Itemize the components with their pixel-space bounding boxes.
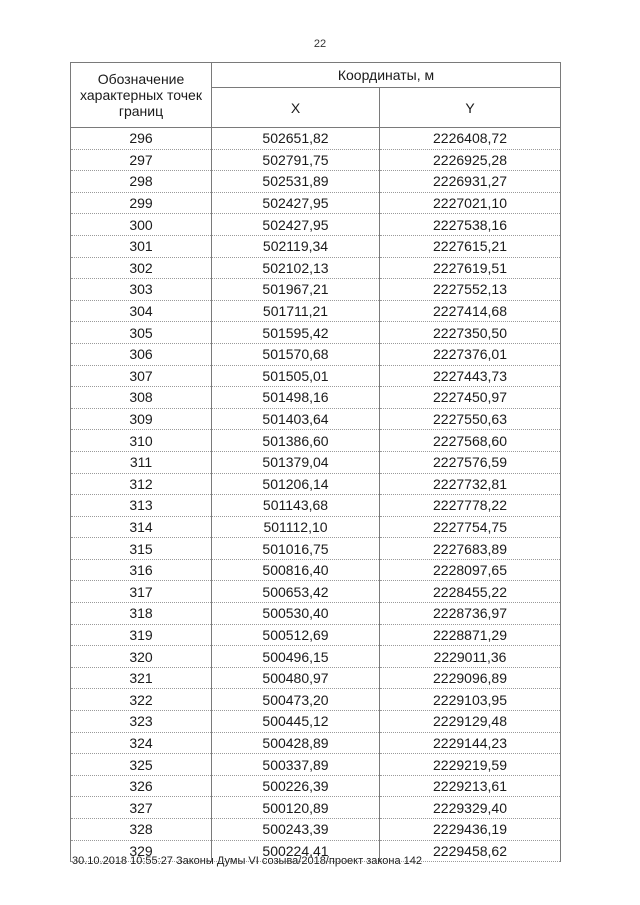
x-coordinate-cell: 500224,41 — [212, 840, 380, 862]
table-row — [71, 754, 561, 776]
x-coordinate-cell: 500243,39 — [212, 819, 380, 841]
header-coordinates: Координаты, м — [212, 63, 561, 88]
x-coordinate-cell: 501570,68 — [212, 343, 380, 365]
x-coordinate-cell: 502102,13 — [212, 257, 380, 279]
x-coordinate-cell: 502791,75 — [212, 149, 380, 171]
point-number-cell: 303 — [71, 279, 212, 301]
header-x: X — [212, 88, 380, 128]
point-number-cell: 302 — [71, 257, 212, 279]
table-row — [71, 581, 561, 603]
x-coordinate-cell: 500445,12 — [212, 711, 380, 733]
point-number-cell: 316 — [71, 559, 212, 581]
x-coordinate-cell: 500653,42 — [212, 581, 380, 603]
table-row — [71, 387, 561, 409]
table-row — [71, 192, 561, 214]
table-row — [71, 732, 561, 754]
y-coordinate-cell: 2227732,81 — [380, 473, 561, 495]
y-coordinate-cell: 2227683,89 — [380, 538, 561, 560]
table-row — [71, 451, 561, 473]
x-coordinate-cell: 500512,69 — [212, 624, 380, 646]
y-coordinate-cell: 2227538,16 — [380, 214, 561, 236]
x-coordinate-cell: 500120,89 — [212, 797, 380, 819]
y-coordinate-cell: 2228097,65 — [380, 559, 561, 581]
y-coordinate-cell: 2226925,28 — [380, 149, 561, 171]
y-coordinate-cell: 2227021,10 — [380, 192, 561, 214]
point-number-cell: 308 — [71, 387, 212, 409]
point-number-cell: 301 — [71, 235, 212, 257]
y-coordinate-cell: 2227552,13 — [380, 279, 561, 301]
table-row — [71, 646, 561, 668]
table-row — [71, 257, 561, 279]
x-coordinate-cell: 501112,10 — [212, 516, 380, 538]
table-row — [71, 300, 561, 322]
x-coordinate-cell: 501379,04 — [212, 451, 380, 473]
y-coordinate-cell: 2229213,61 — [380, 775, 561, 797]
x-coordinate-cell: 500530,40 — [212, 603, 380, 625]
y-coordinate-cell: 2227615,21 — [380, 235, 561, 257]
table-row — [71, 235, 561, 257]
point-number-cell: 299 — [71, 192, 212, 214]
table-row — [71, 538, 561, 560]
y-coordinate-cell: 2227754,75 — [380, 516, 561, 538]
y-coordinate-cell: 2229144,23 — [380, 732, 561, 754]
x-coordinate-cell: 501505,01 — [212, 365, 380, 387]
footer-text: 30.10.2018 10:55:27 Законы Думы VI созыва/2018/проект закона 142 — [72, 855, 423, 867]
table-row — [71, 603, 561, 625]
table-row — [71, 775, 561, 797]
table-row — [71, 430, 561, 452]
table-row — [71, 559, 561, 581]
table-row — [71, 128, 561, 150]
x-coordinate-cell: 502531,89 — [212, 171, 380, 193]
y-coordinate-cell: 2226408,72 — [380, 128, 561, 150]
x-coordinate-cell: 501595,42 — [212, 322, 380, 344]
header-y: Y — [380, 88, 561, 128]
y-coordinate-cell: 2229458,62 — [380, 840, 561, 862]
table-row — [71, 214, 561, 236]
y-coordinate-cell: 2227443,73 — [380, 365, 561, 387]
point-number-cell: 306 — [71, 343, 212, 365]
table-row — [71, 365, 561, 387]
x-coordinate-cell: 501967,21 — [212, 279, 380, 301]
point-number-cell: 312 — [71, 473, 212, 495]
table-row — [71, 624, 561, 646]
point-number-cell: 311 — [71, 451, 212, 473]
table-row — [71, 279, 561, 301]
point-number-cell: 304 — [71, 300, 212, 322]
point-number-cell: 323 — [71, 711, 212, 733]
x-coordinate-cell: 500337,89 — [212, 754, 380, 776]
y-coordinate-cell: 2229103,95 — [380, 689, 561, 711]
x-coordinate-cell: 500428,89 — [212, 732, 380, 754]
point-number-cell: 315 — [71, 538, 212, 560]
x-coordinate-cell: 502119,34 — [212, 235, 380, 257]
x-coordinate-cell: 500226,39 — [212, 775, 380, 797]
y-coordinate-cell: 2229436,19 — [380, 819, 561, 841]
y-coordinate-cell: 2227550,63 — [380, 408, 561, 430]
y-coordinate-cell: 2227576,59 — [380, 451, 561, 473]
point-number-cell: 318 — [71, 603, 212, 625]
point-number-cell: 298 — [71, 171, 212, 193]
y-coordinate-cell: 2227376,01 — [380, 343, 561, 365]
x-coordinate-cell: 500816,40 — [212, 559, 380, 581]
y-coordinate-cell: 2229096,89 — [380, 667, 561, 689]
y-coordinate-cell: 2227619,51 — [380, 257, 561, 279]
point-number-cell: 307 — [71, 365, 212, 387]
x-coordinate-cell: 502651,82 — [212, 128, 380, 150]
page-number: 22 — [313, 38, 327, 50]
y-coordinate-cell: 2229129,48 — [380, 711, 561, 733]
point-number-cell: 313 — [71, 495, 212, 517]
y-coordinate-cell: 2228455,22 — [380, 581, 561, 603]
point-number-cell: 310 — [71, 430, 212, 452]
x-coordinate-cell: 502427,95 — [212, 192, 380, 214]
table-row — [71, 667, 561, 689]
table-row — [71, 473, 561, 495]
table-row — [71, 711, 561, 733]
point-number-cell: 314 — [71, 516, 212, 538]
table-row — [71, 322, 561, 344]
x-coordinate-cell: 501143,68 — [212, 495, 380, 517]
point-number-cell: 300 — [71, 214, 212, 236]
header-point-label: Обозначение характерных точек границ — [71, 63, 212, 128]
x-coordinate-cell: 502427,95 — [212, 214, 380, 236]
table-row — [71, 797, 561, 819]
x-coordinate-cell: 500473,20 — [212, 689, 380, 711]
point-number-cell: 319 — [71, 624, 212, 646]
table-row — [71, 516, 561, 538]
point-number-cell: 322 — [71, 689, 212, 711]
point-number-cell: 296 — [71, 128, 212, 150]
table-row — [71, 495, 561, 517]
point-number-cell: 309 — [71, 408, 212, 430]
y-coordinate-cell: 2226931,27 — [380, 171, 561, 193]
x-coordinate-cell: 501498,16 — [212, 387, 380, 409]
y-coordinate-cell: 2229219,59 — [380, 754, 561, 776]
x-coordinate-cell: 501206,14 — [212, 473, 380, 495]
x-coordinate-cell: 501386,60 — [212, 430, 380, 452]
y-coordinate-cell: 2227568,60 — [380, 430, 561, 452]
y-coordinate-cell: 2227450,97 — [380, 387, 561, 409]
table-row — [71, 149, 561, 171]
point-number-cell: 327 — [71, 797, 212, 819]
table-row — [71, 343, 561, 365]
point-number-cell: 329 — [71, 840, 212, 862]
point-number-cell: 297 — [71, 149, 212, 171]
x-coordinate-cell: 501016,75 — [212, 538, 380, 560]
x-coordinate-cell: 500496,15 — [212, 646, 380, 668]
table-row — [71, 689, 561, 711]
x-coordinate-cell: 501711,21 — [212, 300, 380, 322]
y-coordinate-cell: 2227350,50 — [380, 322, 561, 344]
point-number-cell: 305 — [71, 322, 212, 344]
x-coordinate-cell: 501403,64 — [212, 408, 380, 430]
table-row — [71, 171, 561, 193]
y-coordinate-cell: 2229329,40 — [380, 797, 561, 819]
point-number-cell: 320 — [71, 646, 212, 668]
y-coordinate-cell: 2227414,68 — [380, 300, 561, 322]
y-coordinate-cell: 2229011,36 — [380, 646, 561, 668]
y-coordinate-cell: 2228871,29 — [380, 624, 561, 646]
coordinates-table — [70, 62, 561, 862]
point-number-cell: 328 — [71, 819, 212, 841]
y-coordinate-cell: 2228736,97 — [380, 603, 561, 625]
point-number-cell: 321 — [71, 667, 212, 689]
point-number-cell: 317 — [71, 581, 212, 603]
point-number-cell: 326 — [71, 775, 212, 797]
x-coordinate-cell: 500480,97 — [212, 667, 380, 689]
table-body — [71, 128, 561, 862]
table-row — [71, 408, 561, 430]
point-number-cell: 325 — [71, 754, 212, 776]
y-coordinate-cell: 2227778,22 — [380, 495, 561, 517]
point-number-cell: 324 — [71, 732, 212, 754]
table-row — [71, 819, 561, 841]
